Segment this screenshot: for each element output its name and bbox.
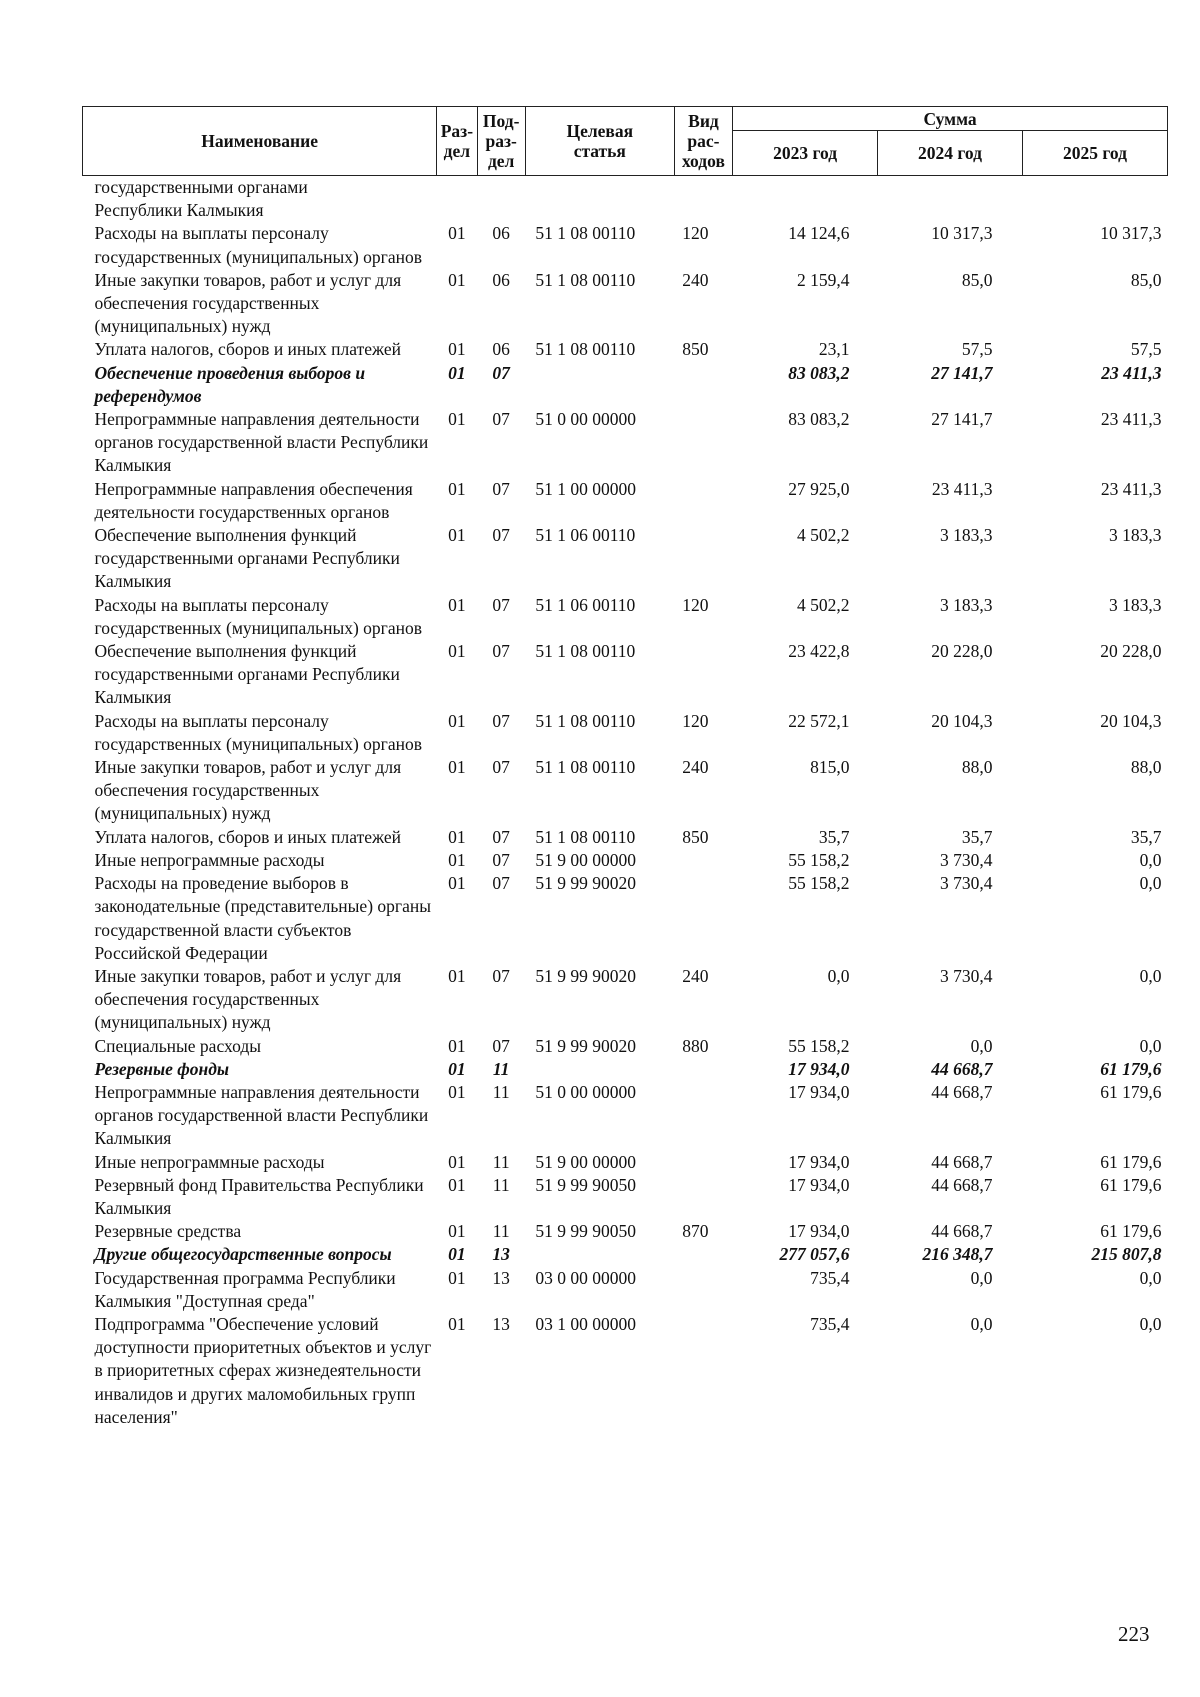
row-vid-rashodov: 240 [682,757,709,778]
row-cel-statya: 51 9 99 90050 [535,1174,636,1195]
row-sum-2024: 85,0 [961,269,993,290]
table-row [83,408,1168,478]
row-sum-2024: 3 730,4 [939,873,993,894]
row-cel-statya: 51 1 08 00110 [535,710,636,731]
row-cel-statya: 03 1 00 00000 [535,1313,636,1334]
row-sum-2024: 44 668,7 [931,1081,993,1102]
row-name: Обеспечение выполнения функций государственными органами Республики Калмыкия [94,641,400,708]
row-name: Непрограммные направления обеспечения деятельности государственных органов [94,478,413,522]
row-cel-statya [525,1243,674,1266]
row-name: Уплата налогов, сборов и иных платежей [94,826,401,847]
table-header [83,107,1168,176]
row-podrazdel: 07 [492,409,510,430]
row-vid-rashodov: 120 [682,594,709,615]
row-razdel: 01 [448,1174,466,1195]
row-name: Расходы на выплаты персоналу государственных (муниципальных) органов [94,594,423,638]
row-podrazdel: 07 [492,641,510,662]
row-name: Расходы на выплаты персоналу государственных (муниципальных) органов [94,710,423,754]
header-year-2024: 2024 год [878,131,1023,176]
table-row [83,1058,1168,1081]
row-razdel: 01 [448,525,466,546]
row-sum-2023: 23 422,8 [788,641,850,662]
row-cel-statya: 51 1 08 00110 [535,269,636,290]
row-name: Иные закупки товаров, работ и услуг для обеспечения государственных (муниципальных) нужд [94,965,402,1033]
row-vid-rashodov [674,1267,732,1313]
row-cel-statya [525,362,674,408]
row-podrazdel: 13 [492,1244,510,1265]
row-vid-rashodov [674,1081,732,1151]
table-row [83,338,1168,361]
row-podrazdel: 07 [492,478,510,499]
row-sum-2023: 4 502,2 [797,525,850,546]
table-row [83,176,1168,223]
row-podrazdel: 06 [492,269,510,290]
row-cel-statya: 51 1 08 00110 [535,757,636,778]
row-vid-rashodov [674,176,732,223]
row-cel-statya: 51 1 00 00000 [535,478,636,499]
row-cel-statya: 51 1 08 00110 [535,223,636,244]
row-sum-2024: 35,7 [961,826,993,847]
row-sum-2023: 55 158,2 [788,1035,850,1056]
row-cel-statya: 51 9 99 90020 [535,965,636,986]
row-sum-2025: 0,0 [1139,965,1162,986]
row-cel-statya: 03 0 00 00000 [535,1267,636,1288]
row-sum-2023: 815,0 [810,757,850,778]
row-name: Государственная программа Республики Калмыкия "Доступная среда" [94,1267,396,1311]
header-cel-statya: Целевая статья [525,107,674,176]
row-sum-2023: 735,4 [810,1267,850,1288]
row-razdel: 01 [448,1058,466,1079]
row-sum-2023: 35,7 [818,826,850,847]
row-sum-2023: 0,0 [827,965,850,986]
row-sum-2025: 215 807,8 [1091,1244,1162,1265]
row-razdel: 01 [448,1035,466,1056]
row-razdel: 01 [448,849,466,870]
row-vid-rashodov: 240 [682,269,709,290]
row-name: Расходы на проведение выборов в законодательные (представительные) органы государственной власти субъектов Российской Федерации [94,873,431,963]
row-vid-rashodov: 870 [682,1221,709,1242]
row-sum-2023: 27 925,0 [788,478,850,499]
row-podrazdel: 07 [492,710,510,731]
header-vid-rashodov: Вид рас- ходов [674,107,732,176]
row-name: Обеспечение выполнения функций государственными органами Республики Калмыкия [94,525,400,592]
row-name: Обеспечение проведения выборов и референдумов [94,362,366,406]
row-sum-2023: 17 934,0 [788,1081,850,1102]
row-sum-2023: 17 934,0 [788,1221,850,1242]
row-vid-rashodov: 880 [682,1035,709,1056]
header-year-2025: 2025 год [1022,131,1167,176]
row-cel-statya: 51 0 00 00000 [535,1081,636,1102]
row-vid-rashodov [674,524,732,594]
row-sum-2023: 4 502,2 [797,594,850,615]
row-razdel: 01 [448,223,466,244]
row-podrazdel: 07 [492,525,510,546]
row-sum-2025: 23 411,3 [1100,409,1162,430]
table-row [83,640,1168,710]
row-sum-2024 [878,176,1023,223]
row-sum-2025: 61 179,6 [1100,1151,1162,1172]
row-podrazdel: 07 [492,362,510,383]
row-podrazdel: 07 [492,826,510,847]
row-sum-2025: 3 183,3 [1109,594,1162,615]
row-vid-rashodov [674,1243,732,1266]
row-razdel: 01 [448,710,466,731]
row-sum-2024: 44 668,7 [931,1221,993,1242]
header-year-2023: 2023 год [733,131,878,176]
row-cel-statya: 51 1 06 00110 [535,594,636,615]
row-sum-2023: 277 057,6 [779,1244,850,1265]
row-sum-2025: 88,0 [1130,757,1162,778]
table-row [83,849,1168,872]
row-razdel: 01 [448,826,466,847]
table-row [83,1220,1168,1243]
row-sum-2025: 61 179,6 [1100,1174,1162,1195]
row-podrazdel: 11 [492,1221,510,1242]
row-sum-2023: 83 083,2 [788,362,850,383]
row-sum-2023: 735,4 [810,1313,850,1334]
row-razdel: 01 [448,641,466,662]
row-sum-2025: 0,0 [1139,1035,1162,1056]
row-cel-statya [525,176,674,223]
row-cel-statya: 51 1 08 00110 [535,641,636,662]
row-cel-statya: 51 1 08 00110 [535,339,636,360]
table-row [83,478,1168,524]
row-vid-rashodov: 120 [682,710,709,731]
table-row [83,1243,1168,1266]
row-vid-rashodov [674,1174,732,1220]
row-razdel: 01 [448,1081,466,1102]
row-sum-2024: 20 104,3 [931,710,993,731]
row-name: Резервный фонд Правительства Республики Калмыкия [94,1174,424,1218]
row-sum-2023: 2 159,4 [797,269,850,290]
row-podrazdel [477,176,525,223]
table-row [83,594,1168,640]
row-cel-statya: 51 1 06 00110 [535,525,636,546]
row-sum-2025: 10 317,3 [1100,223,1162,244]
row-name: Резервные фонды [94,1058,230,1079]
header-summa: Сумма [733,107,1168,131]
row-podrazdel: 06 [492,223,510,244]
row-sum-2025: 0,0 [1139,849,1162,870]
row-sum-2024: 0,0 [970,1267,993,1288]
row-sum-2023: 23,1 [818,339,850,360]
row-sum-2024: 0,0 [970,1035,993,1056]
row-sum-2025: 0,0 [1139,1313,1162,1334]
row-name: Иные закупки товаров, работ и услуг для обеспечения государственных (муниципальных) нужд [94,269,402,337]
row-razdel: 01 [448,873,466,894]
row-sum-2023: 17 934,0 [788,1058,850,1079]
table-row [83,524,1168,594]
header-podrazdel: Под- раз- дел [477,107,525,176]
row-vid-rashodov [674,872,732,965]
row-sum-2024: 44 668,7 [931,1151,993,1172]
table-row [83,1174,1168,1220]
row-razdel: 01 [448,1151,466,1172]
row-podrazdel: 13 [492,1267,510,1288]
row-name: Подпрограмма "Обеспечение условий доступности приоритетных объектов и услуг в приоритетных сферах жизнедеятельности инвалидов и других маломобильных групп населения" [94,1313,432,1427]
header-razdel: Раз- дел [437,107,477,176]
row-podrazdel: 07 [492,757,510,778]
row-sum-2024: 216 348,7 [922,1244,993,1265]
row-cel-statya: 51 9 00 00000 [535,849,636,870]
row-sum-2025: 20 228,0 [1100,641,1162,662]
row-sum-2025: 0,0 [1139,1267,1162,1288]
row-sum-2023: 22 572,1 [788,710,850,731]
table-row [83,965,1168,1035]
table-body [83,176,1168,1429]
row-sum-2023: 55 158,2 [788,873,850,894]
header-name: Наименование [83,107,437,176]
row-sum-2023: 83 083,2 [788,409,850,430]
row-sum-2024: 27 141,7 [931,409,993,430]
row-vid-rashodov: 240 [682,965,709,986]
row-vid-rashodov [674,640,732,710]
row-name: Другие общегосударственные вопросы [94,1244,392,1265]
table-row [83,1081,1168,1151]
row-vid-rashodov [674,478,732,524]
row-razdel: 01 [448,1221,466,1242]
row-vid-rashodov [674,849,732,872]
table-row [83,269,1168,339]
row-cel-statya: 51 0 00 00000 [535,409,636,430]
row-cel-statya: 51 9 99 90050 [535,1221,636,1242]
row-podrazdel: 07 [492,873,510,894]
table-row [83,362,1168,408]
row-sum-2024: 3 183,3 [939,525,993,546]
row-razdel: 01 [448,1244,466,1265]
row-cel-statya: 51 9 99 90020 [535,1035,636,1056]
row-podrazdel: 07 [492,1035,510,1056]
row-razdel [437,176,477,223]
row-sum-2025: 20 104,3 [1100,710,1162,731]
row-podrazdel: 11 [492,1174,510,1195]
row-cel-statya: 51 9 99 90020 [535,873,636,894]
row-sum-2023: 14 124,6 [788,223,850,244]
row-cel-statya: 51 9 00 00000 [535,1151,636,1172]
row-sum-2024: 57,5 [961,339,993,360]
row-sum-2024: 20 228,0 [931,641,993,662]
row-vid-rashodov [674,1151,732,1174]
row-sum-2023 [733,176,878,223]
table-row [83,222,1168,268]
row-podrazdel: 06 [492,339,510,360]
row-sum-2024: 3 730,4 [939,965,993,986]
row-sum-2025: 61 179,6 [1100,1081,1162,1102]
row-name: Уплата налогов, сборов и иных платежей [94,339,401,360]
row-podrazdel: 07 [492,849,510,870]
row-vid-rashodov [674,1313,732,1429]
table-row [83,710,1168,756]
row-cel-statya [525,1058,674,1081]
row-razdel: 01 [448,269,466,290]
row-podrazdel: 07 [492,965,510,986]
row-sum-2023: 17 934,0 [788,1151,850,1172]
row-sum-2024: 27 141,7 [931,362,993,383]
row-sum-2025: 61 179,6 [1100,1058,1162,1079]
row-sum-2024: 23 411,3 [931,478,993,499]
row-name: Расходы на выплаты персоналу государственных (муниципальных) органов [94,223,423,267]
row-sum-2024: 10 317,3 [931,223,993,244]
row-sum-2025: 23 411,3 [1100,478,1162,499]
row-podrazdel: 07 [492,594,510,615]
row-podrazdel: 11 [492,1081,510,1102]
row-sum-2024: 44 668,7 [931,1058,993,1079]
row-sum-2024: 88,0 [961,757,993,778]
row-vid-rashodov: 850 [682,826,709,847]
row-name: Иные закупки товаров, работ и услуг для обеспечения государственных (муниципальных) нужд [94,757,402,824]
row-sum-2024: 44 668,7 [931,1174,993,1195]
row-vid-rashodov [674,1058,732,1081]
row-sum-2025 [1022,176,1167,223]
table-row [83,1313,1168,1429]
row-vid-rashodov [674,408,732,478]
row-vid-rashodov: 120 [682,223,709,244]
row-razdel: 01 [448,965,466,986]
page-number: 223 [1118,1622,1150,1646]
row-sum-2025: 61 179,6 [1100,1221,1162,1242]
budget-table [82,106,1168,1429]
row-podrazdel: 11 [492,1151,510,1172]
table-row [83,872,1168,965]
row-razdel: 01 [448,757,466,778]
table-row [83,1151,1168,1174]
row-sum-2025: 3 183,3 [1109,525,1162,546]
row-razdel: 01 [448,362,466,383]
row-sum-2024: 0,0 [970,1313,993,1334]
row-vid-rashodov: 850 [682,339,709,360]
row-sum-2023: 17 934,0 [788,1174,850,1195]
row-sum-2024: 3 730,4 [939,849,993,870]
row-name: Иные непрограммные расходы [94,1151,325,1172]
row-name: Резервные средства [94,1221,242,1242]
row-name: Иные непрограммные расходы [94,849,325,870]
row-razdel: 01 [448,1267,466,1288]
row-name: государственными органами Республики Калмыкия [94,177,308,221]
row-podrazdel: 11 [492,1058,510,1079]
row-podrazdel: 13 [492,1313,510,1334]
row-sum-2025: 23 411,3 [1101,362,1162,383]
row-sum-2025: 35,7 [1130,826,1162,847]
table-row [83,1035,1168,1058]
row-cel-statya: 51 1 08 00110 [535,826,636,847]
row-name: Специальные расходы [94,1035,261,1056]
table-row [83,1267,1168,1313]
row-name: Непрограммные направления деятельности органов государственной власти Республики Калмыкия [94,409,429,476]
row-razdel: 01 [448,478,466,499]
row-vid-rashodov [674,362,732,408]
row-razdel: 01 [448,339,466,360]
row-sum-2025: 0,0 [1139,873,1162,894]
row-razdel: 01 [448,409,466,430]
row-sum-2023: 55 158,2 [788,849,850,870]
row-sum-2025: 85,0 [1130,269,1162,290]
row-razdel: 01 [448,1313,466,1334]
row-sum-2024: 3 183,3 [939,594,993,615]
table-row [83,826,1168,849]
table-row [83,756,1168,826]
row-sum-2025: 57,5 [1130,339,1162,360]
row-razdel: 01 [448,594,466,615]
row-name: Непрограммные направления деятельности органов государственной власти Республики Калмыкия [94,1081,429,1149]
